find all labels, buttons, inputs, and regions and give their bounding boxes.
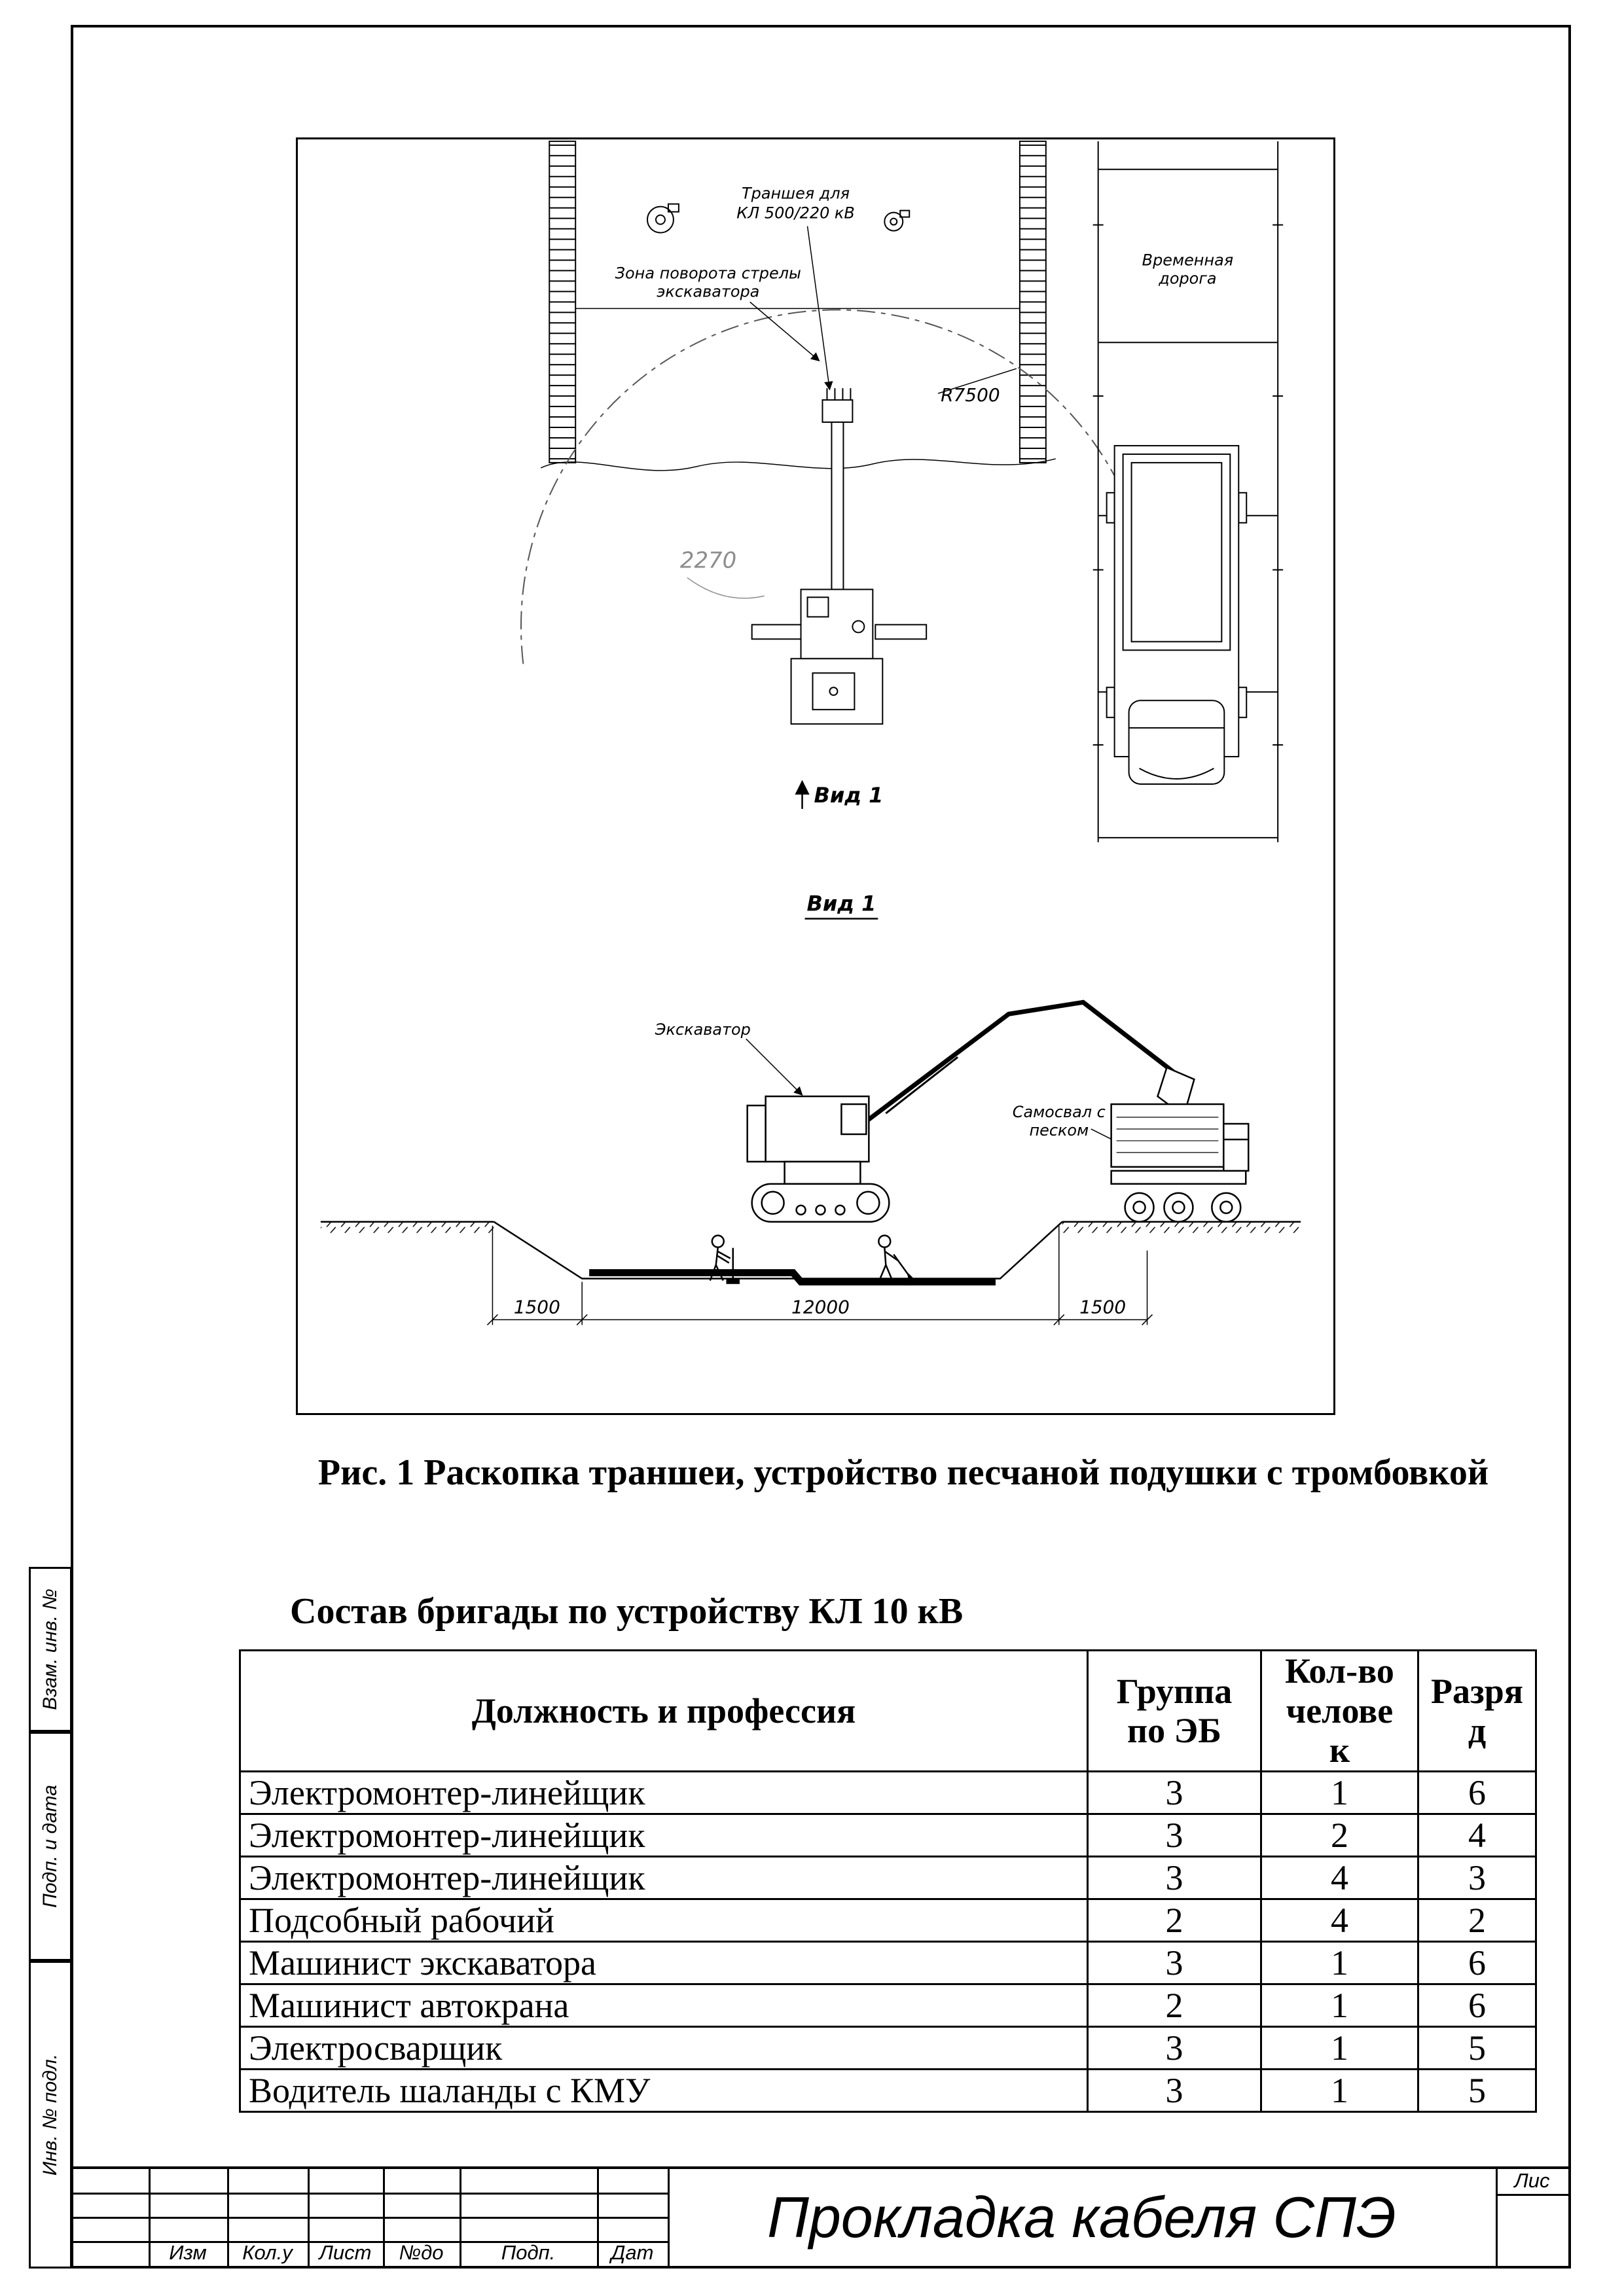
cell-grade: 6	[1418, 1942, 1536, 1984]
cell-profession: Подсобный рабочий	[240, 1899, 1088, 1942]
stamp-label-vzam-inv: Взам. инв. №	[39, 1588, 61, 1710]
trench-leader	[808, 226, 830, 390]
excavator-plan	[752, 388, 926, 724]
cell-count: 1	[1261, 2070, 1418, 2112]
table-heading: Состав бригады по устройству КЛ 10 кВ	[290, 1591, 964, 1632]
cell-grade: 6	[1418, 1984, 1536, 2027]
cell-count: 4	[1261, 1899, 1418, 1942]
dim-center-label: 12000	[791, 1296, 850, 1318]
cell-count: 2	[1261, 1814, 1418, 1857]
title-block	[71, 2166, 1571, 2269]
trench-right-wall	[1020, 141, 1046, 463]
col-header-grade: Разряд	[1418, 1651, 1536, 1772]
cell-profession: Машинист автокрана	[240, 1984, 1088, 2027]
ground-hatch-left	[321, 1223, 494, 1233]
site-plan-svg	[298, 139, 1333, 1413]
titleblock-label-ndoc: №до	[399, 2241, 444, 2264]
break-line	[541, 459, 1056, 471]
crew-row	[240, 1772, 1536, 1814]
view-arrow-label: Вид 1	[814, 782, 884, 808]
cell-count: 1	[1261, 1772, 1418, 1814]
titleblock-divider	[73, 2193, 668, 2195]
cell-profession: Водитель шаланды с КМУ	[240, 2070, 1088, 2112]
stamp-label-podp-data: Подп. и дата	[39, 1785, 61, 1908]
ground-hatch-right	[1062, 1223, 1301, 1233]
cell-group: 3	[1088, 1942, 1261, 1984]
truck-label-line2: песком	[1029, 1121, 1089, 1139]
cell-profession: Электромонтер-линейщик	[240, 1857, 1088, 1899]
dim-left-label: 1500	[513, 1296, 560, 1318]
stamp-label-inv-podl: Инв. № подл.	[39, 2053, 61, 2176]
crew-row	[240, 2070, 1536, 2112]
zone-leader	[750, 302, 820, 361]
cell-group: 3	[1088, 2070, 1261, 2112]
excavator-leader	[746, 1039, 803, 1095]
col-header-group: Группа по ЭБ	[1088, 1651, 1261, 1772]
dim-right-label: 1500	[1079, 1296, 1127, 1318]
road-label-line1: Временная	[1142, 251, 1234, 270]
col-header-profession: Должность и профессия	[240, 1651, 1088, 1772]
crew-row	[240, 1899, 1536, 1942]
stamp-box-vzam-inv	[29, 1567, 72, 1732]
cell-grade: 4	[1418, 1814, 1536, 1857]
road-label-line2: дорога	[1159, 269, 1217, 288]
cell-profession: Электросварщик	[240, 2027, 1088, 2070]
trench-label-line1: Траншея для	[742, 184, 850, 203]
equipment-symbol-right	[884, 211, 909, 231]
cell-group: 2	[1088, 1899, 1261, 1942]
document-title: Прокладка кабеля СПЭ	[767, 2185, 1396, 2250]
titleblock-divider	[73, 2217, 668, 2219]
cell-profession: Электромонтер-линейщик	[240, 1772, 1088, 1814]
cell-count: 1	[1261, 1984, 1418, 2027]
cell-group: 2	[1088, 1984, 1261, 2027]
cell-group: 3	[1088, 1772, 1261, 1814]
trench-label-line2: КЛ 500/220 кВ	[736, 204, 855, 223]
titleblock-label-kolu: Кол.у	[242, 2241, 293, 2264]
dim-2270-label: 2270	[679, 548, 737, 574]
cell-count: 4	[1261, 1857, 1418, 1899]
cell-grade: 3	[1418, 1857, 1536, 1899]
figure-drawing	[296, 137, 1335, 1415]
zone-label-line2: экскаватора	[657, 282, 760, 301]
cell-profession: Машинист экскаватора	[240, 1942, 1088, 1984]
crew-row	[240, 1814, 1536, 1857]
crew-table-header-row	[240, 1651, 1536, 1772]
truck-leader	[1091, 1129, 1112, 1139]
titleblock-label-podp: Подп.	[501, 2241, 556, 2264]
cell-group: 3	[1088, 2027, 1261, 2070]
cell-grade: 5	[1418, 2070, 1536, 2112]
cell-grade: 5	[1418, 2027, 1536, 2070]
worker-shovel	[878, 1236, 916, 1285]
dump-truck-side	[1111, 1104, 1249, 1222]
stamp-box-podp-data	[29, 1732, 72, 1961]
cell-group: 3	[1088, 1814, 1261, 1857]
figure-caption: Рис. 1 Раскопка траншеи, устройство песчаной подушки с тромбовкой	[317, 1452, 1489, 1493]
truck-label-line1: Самосвал с	[1012, 1103, 1106, 1122]
equipment-symbol-left	[647, 204, 679, 233]
cell-count: 1	[1261, 2027, 1418, 2070]
cell-count: 1	[1261, 1942, 1418, 1984]
titleblock-label-data: Дат	[611, 2241, 654, 2264]
zone-label-line1: Зона поворота стрелы	[615, 264, 801, 283]
stamp-box-inv-podl	[29, 1961, 72, 2269]
sheet-label: Лис	[1514, 2169, 1550, 2192]
truck-plan	[1107, 446, 1247, 784]
titleblock-divider	[1496, 2194, 1568, 2196]
cell-profession: Электромонтер-линейщик	[240, 1814, 1088, 1857]
col-header-count: Кол-во человек	[1261, 1651, 1418, 1772]
view-title: Вид 1	[806, 891, 876, 916]
trench-left-wall	[549, 141, 575, 463]
cell-grade: 6	[1418, 1772, 1536, 1814]
crew-row	[240, 1857, 1536, 1899]
crew-row	[240, 1984, 1536, 2027]
excavator-label: Экскаватор	[655, 1020, 751, 1039]
titleblock-label-list: Лист	[319, 2241, 372, 2264]
cell-group: 3	[1088, 1857, 1261, 1899]
crew-table	[239, 1649, 1537, 2113]
crew-row	[240, 2027, 1536, 2070]
titleblock-label-izm: Изм	[169, 2241, 207, 2264]
sand-cushion	[589, 1273, 996, 1282]
crew-row	[240, 1942, 1536, 1984]
dim-2270-leader	[687, 578, 765, 598]
radius-label: R7500	[941, 384, 1000, 406]
cell-grade: 2	[1418, 1899, 1536, 1942]
